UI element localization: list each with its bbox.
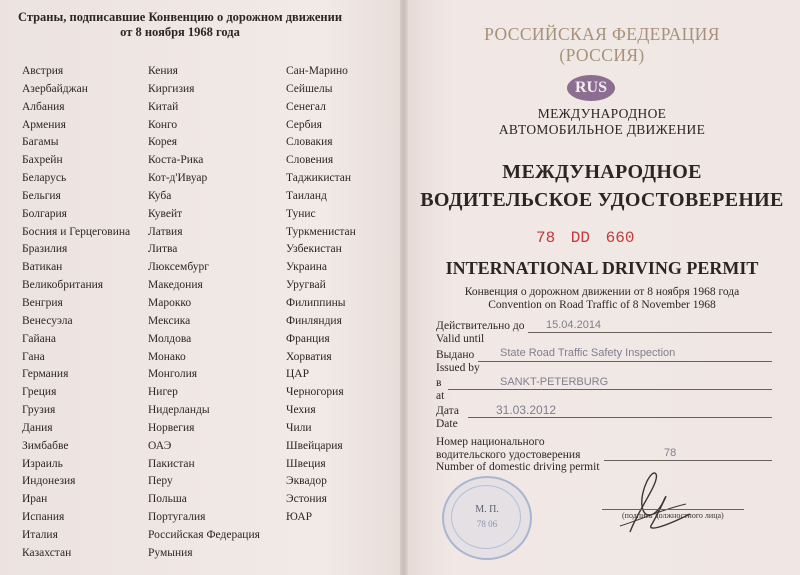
- domestic-permit-label: [436, 436, 600, 474]
- country-name: Эстония: [286, 493, 327, 506]
- country-name: Бразилия: [22, 243, 68, 256]
- country-name: Сенегал: [286, 100, 326, 113]
- domestic-permit-value: 78: [664, 447, 677, 459]
- country-name: Австрия: [22, 65, 64, 77]
- country-name: Гана: [22, 350, 45, 363]
- country-name: Нидерланды: [148, 404, 210, 417]
- country-name: Эквадор: [286, 475, 327, 488]
- stamp-label: М. П.: [475, 504, 499, 515]
- heading-line-2: от 8 ноября 1968 года: [120, 25, 240, 39]
- valid-until-label: [436, 320, 524, 345]
- country-name: Сан-Марино: [286, 65, 348, 77]
- official-stamp: [442, 476, 532, 560]
- country-name: Перу: [148, 475, 173, 488]
- country-name: ЦАР: [286, 368, 310, 381]
- convention-ru: Конвенция о дорожном движении от 8 ноября 1968 года: [464, 286, 740, 298]
- country-name: Германия: [22, 368, 69, 381]
- country-name: Марокко: [148, 296, 192, 309]
- country-name: Китай: [148, 100, 179, 113]
- issuing-country: [404, 24, 800, 66]
- country-name: Таджикистан: [286, 172, 352, 185]
- country-name: Гайана: [22, 332, 56, 345]
- country-name: Иран: [22, 493, 48, 506]
- country-name: Узбекистан: [286, 243, 342, 256]
- country-name: Венгрия: [22, 296, 63, 309]
- country-name: Монголия: [148, 368, 198, 381]
- heading-line-1: Страны, подписавшие Конвенцию о дорожном движении: [17, 10, 343, 24]
- country-name: Конго: [148, 118, 178, 131]
- issued-by-label-ru: Выдано: [436, 349, 475, 361]
- valid-until-label-ru: Действительно до: [436, 320, 525, 332]
- convention-en: Convention on Road Traffic of 8 November 1968: [488, 299, 716, 311]
- country-line-1: РОССИЙСКАЯ ФЕДЕРАЦИЯ: [484, 24, 720, 44]
- country-name: Мексика: [148, 314, 191, 327]
- issued-at-value: SANKT-PETERBURG: [500, 376, 609, 388]
- country-name: Кения: [148, 65, 178, 77]
- country-name: Багамы: [22, 136, 59, 149]
- org-line-2: АВТОМОБИЛЬНОЕ ДВИЖЕНИЕ: [498, 122, 706, 137]
- issue-date-value: 31.03.2012: [496, 403, 557, 417]
- issued-by-label-en: Issued by: [436, 361, 480, 374]
- issue-date-label: [436, 405, 459, 430]
- country-name: ОАЭ: [148, 439, 172, 452]
- domestic-permit-label-ru-2: водительского удостоверения: [436, 448, 581, 461]
- country-name: Дания: [22, 421, 53, 434]
- country-name: Сербия: [286, 118, 322, 131]
- title-ru-line-1: МЕЖДУНАРОДНОЕ: [502, 161, 702, 183]
- stamp-inner-ring: [451, 485, 521, 549]
- country-name: Тунис: [286, 207, 316, 220]
- country-name: Словакия: [286, 136, 333, 149]
- org-line-1: МЕЖДУНАРОДНОЕ: [537, 106, 667, 121]
- country-name: Греция: [22, 386, 57, 399]
- country-name: Кувейт: [148, 207, 183, 220]
- country-name: Азербайджан: [22, 82, 88, 95]
- country-name: Великобритания: [22, 279, 104, 292]
- country-name: Польша: [148, 493, 187, 506]
- title-ru-line-2: ВОДИТЕЛЬСКОЕ УДОСТОВЕРЕНИЕ: [420, 189, 784, 211]
- domestic-permit-label-ru-1: Номер национального: [436, 436, 545, 448]
- country-name: Чехия: [286, 404, 316, 417]
- issued-by-value: State Road Traffic Safety Inspection: [500, 347, 676, 359]
- country-name: Индонезия: [22, 475, 76, 488]
- country-name: Латвия: [148, 225, 183, 238]
- country-name: Албания: [22, 100, 65, 113]
- organization-name: [404, 106, 800, 138]
- issued-by-label: [436, 349, 480, 374]
- country-name: Норвегия: [148, 421, 195, 434]
- country-name: Коста-Рика: [148, 154, 204, 167]
- country-name: Уругвай: [286, 279, 326, 292]
- country-name: Армения: [22, 118, 66, 131]
- issued-at-label: [436, 377, 444, 402]
- country-name: Пакистан: [148, 457, 195, 470]
- country-name: Босния и Герцеговина: [22, 225, 131, 238]
- issued-at-line: [448, 389, 772, 390]
- valid-until-value: 15.04.2014: [546, 319, 602, 331]
- issue-date-label-ru: Дата: [436, 405, 459, 417]
- country-name: Литва: [148, 243, 178, 256]
- country-name: Беларусь: [22, 172, 67, 185]
- country-name: Зимбабве: [22, 439, 69, 452]
- country-code-badge: RUS: [567, 75, 615, 101]
- signature-line: [602, 509, 744, 510]
- convention-reference: [404, 286, 800, 312]
- stamp-number: 78 06: [476, 519, 498, 529]
- country-column-2: [148, 63, 260, 563]
- country-name: Филиппины: [286, 296, 346, 309]
- country-name: Казахстан: [22, 546, 72, 559]
- country-name: Бельгия: [22, 189, 61, 202]
- country-name: Туркменистан: [286, 225, 356, 238]
- country-name: Хорватия: [286, 350, 332, 363]
- country-name: Израиль: [22, 457, 63, 470]
- country-name: Румыния: [148, 546, 193, 559]
- country-name: Куба: [148, 189, 172, 202]
- valid-until-label-en: Valid until: [436, 332, 485, 345]
- country-name: Монако: [148, 350, 186, 363]
- country-name: Украина: [286, 261, 327, 274]
- country-name: Киргизия: [148, 82, 195, 95]
- permit-title-russian: [404, 158, 800, 214]
- permit-title-english: INTERNATIONAL DRIVING PERMIT: [445, 258, 759, 278]
- country-column-1: [22, 63, 130, 563]
- country-name: Таиланд: [286, 189, 327, 202]
- country-name: Ватикан: [22, 261, 63, 274]
- country-name: Чили: [286, 421, 312, 434]
- country-name: Бахрейн: [22, 154, 63, 167]
- country-name: ЮАР: [286, 511, 313, 524]
- issued-by-line: [478, 361, 772, 362]
- signature-mark: [590, 470, 710, 540]
- country-column-3: [286, 63, 356, 527]
- country-name: Грузия: [22, 404, 56, 417]
- valid-until-line: [528, 332, 772, 333]
- country-name: Кот-д'Ивуар: [148, 172, 208, 185]
- signature-caption: (подпись должностного лица): [622, 511, 724, 520]
- domestic-permit-label-en: Number of domestic driving permit: [436, 461, 600, 473]
- issued-at-label-en: at: [436, 389, 445, 402]
- country-name: Испания: [22, 511, 65, 524]
- country-name: Молдова: [148, 332, 192, 345]
- country-name: Финляндия: [286, 314, 342, 327]
- country-name: Люксембург: [148, 261, 209, 274]
- country-name: Венесуэла: [22, 314, 73, 327]
- country-name: Швеция: [286, 457, 326, 470]
- country-name: Корея: [148, 136, 177, 149]
- signatory-countries-heading: [0, 10, 360, 40]
- domestic-permit-line: [604, 460, 772, 461]
- country-name: Словения: [286, 154, 334, 167]
- country-name: Франция: [286, 332, 330, 345]
- issued-at-label-ru: в: [436, 377, 442, 389]
- issue-date-line: [468, 417, 772, 418]
- serial-number: 78 DD 660: [536, 229, 635, 247]
- country-line-2: (РОССИЯ): [559, 45, 645, 65]
- country-name: Болгария: [22, 207, 67, 220]
- country-name: Португалия: [148, 511, 206, 524]
- country-name: Черногория: [286, 386, 344, 399]
- country-name: Италия: [22, 528, 58, 541]
- country-name: Нигер: [148, 386, 178, 399]
- country-name: Македония: [148, 279, 203, 292]
- country-name: Сейшелы: [286, 82, 333, 95]
- issue-date-label-en: Date: [436, 417, 458, 430]
- country-name: Российская Федерация: [148, 528, 260, 541]
- country-name: Швейцария: [286, 439, 343, 452]
